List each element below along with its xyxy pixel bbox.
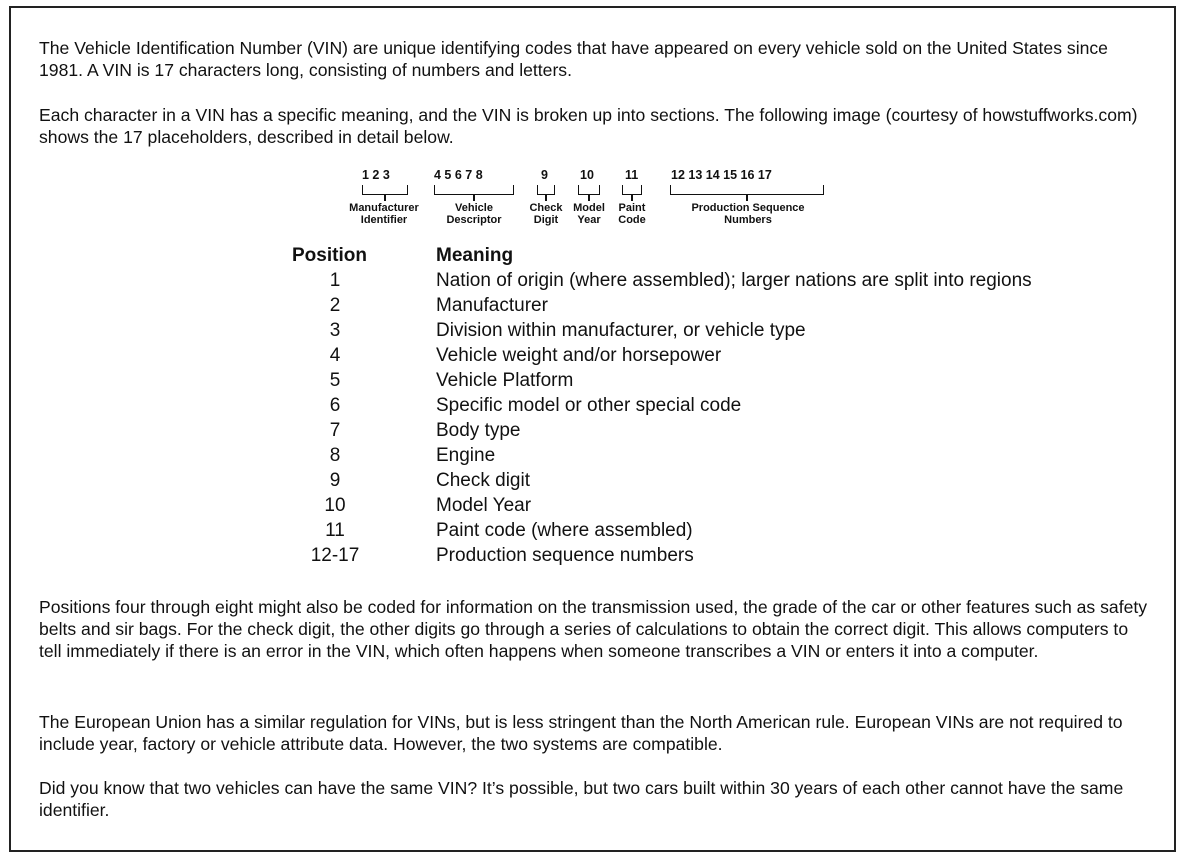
position-cell: 9 [329,470,341,491]
label-line: Digit [533,214,559,226]
header-position: Position [292,245,367,266]
meaning-cell: Model Year [436,495,532,516]
label-line: Model [573,202,605,214]
table-row [0,293,1189,318]
meaning-cell: Paint code (where assembled) [436,520,693,541]
same-vin-paragraph: Did you know that two vehicles can have the same VIN? It’s possible, but two cars built within 30 years of each other cannot have the same identifier. [39,778,1124,820]
label-line: Identifier [360,214,408,226]
table-row [0,318,1189,343]
meaning-cell: Specific model or other special code [436,395,742,416]
vin-digits-year: 10 [580,168,594,182]
label-line: Code [618,214,646,226]
position-cell: 4 [329,345,341,366]
meaning-cell: Check digit [436,470,530,491]
meaning-cell: Nation of origin (where assembled); larger nations are split into regions [436,270,1032,291]
meaning-cell: Division within manufacturer, or vehicle type [436,320,806,341]
label-line: Numbers [724,214,772,226]
label-line: Production Sequence [691,202,805,214]
table-row [0,518,1189,543]
sections-paragraph: Each character in a VIN has a specific meaning, and the VIN is broken up into sections. The following image (courtesy of howstuffworks.com) shows the 17 placeholders, described in detail below. [39,105,1138,147]
table-row [0,543,1189,568]
position-cell: 3 [329,320,341,341]
label-line: Vehicle [455,202,493,214]
positions-note-paragraph: Positions four through eight might also be coded for information on the transmission used, the grade of the car or other features such as safety belts and sir bags. For the check digit, the other digits go through a series of calculations to obtain the correct digit. This allows computers to tell immediately if there is an error in the VIN, which often happens when someone transcribes a VIN or enters it into a computer. [39,597,1148,661]
table-row [0,268,1189,293]
position-cell: 6 [329,395,341,416]
meaning-cell: Vehicle weight and/or horsepower [436,345,722,366]
label-line: Descriptor [446,214,502,226]
table-row [0,393,1189,418]
vin-digits-manufacturer: 1 2 3 [362,168,390,182]
table-row [0,468,1189,493]
table-row [0,493,1189,518]
position-cell: 8 [329,445,341,466]
position-cell: 5 [329,370,341,391]
meaning-cell: Vehicle Platform [436,370,574,391]
meaning-cell: Production sequence numbers [436,545,694,566]
position-cell: 1 [329,270,341,291]
position-cell: 2 [329,295,341,316]
label-line: Year [577,214,601,226]
vin-digits-check: 9 [541,168,548,182]
meaning-cell: Engine [436,445,496,466]
table-row [0,368,1189,393]
vin-digits-production: 12 13 14 15 16 17 [671,168,772,182]
position-cell: 7 [329,420,341,441]
table-row [0,418,1189,443]
label-line: Manufacturer [349,202,419,214]
eu-note-paragraph: The European Union has a similar regulation for VINs, but is less stringent than the North American rule. European VINs are not required to include year, factory or vehicle attribute data. However, the two systems are compatible. [39,712,1123,754]
vin-digits-paint: 11 [625,168,639,182]
position-cell: 10 [324,495,346,516]
table-row [0,343,1189,368]
intro-paragraph: The Vehicle Identification Number (VIN) are unique identifying codes that have appeared on every vehicle sold on the United States since 1981. A VIN is 17 characters long, consisting of numbers and letters. [39,38,1108,80]
meaning-cell: Manufacturer [436,295,548,316]
table-row [0,443,1189,468]
vin-digits-descriptor: 4 5 6 7 8 [434,168,483,182]
label-line: Paint [618,202,646,214]
position-cell: 11 [325,520,345,541]
position-cell: 12-17 [310,545,360,566]
label-line: Check [529,202,563,214]
meaning-cell: Body type [436,420,521,441]
header-meaning: Meaning [436,245,514,266]
